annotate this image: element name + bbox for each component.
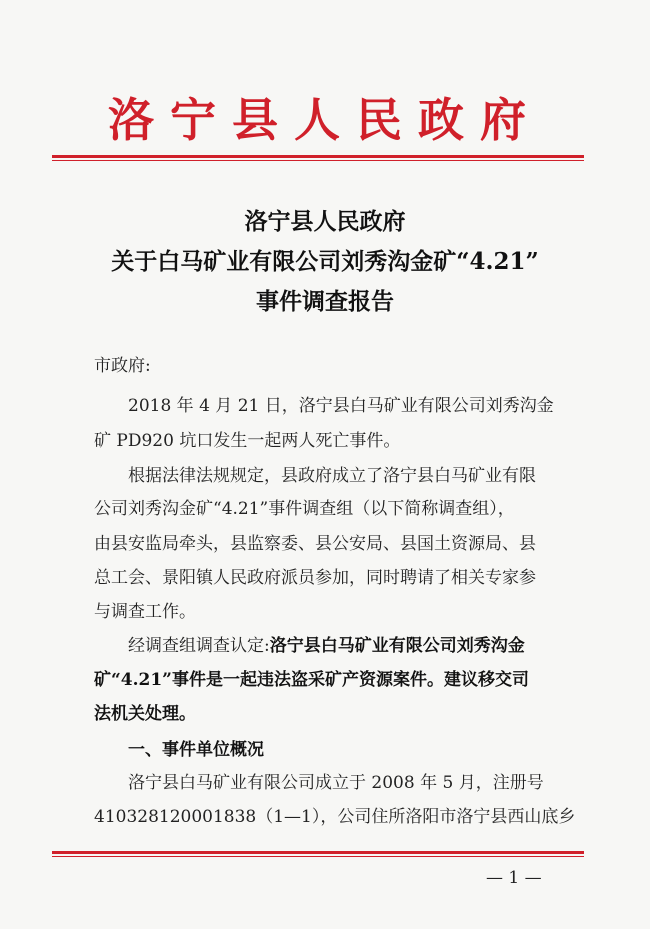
- footer-red-rule-thin: [52, 856, 584, 857]
- doc-title-line-1: 洛宁县人民政府: [244, 208, 406, 235]
- para2-line-2: 公司刘秀沟金矿“4.21”事件调查组（以下简称调查组），: [94, 499, 515, 519]
- page-number: — 1 —: [486, 868, 542, 888]
- para3-line-1: [128, 631, 598, 656]
- para4-line-1: 洛宁县白马矿业有限公司成立于 2008 年 5 月，注册号: [128, 773, 544, 793]
- header-red-rule: [52, 155, 584, 158]
- para4-line-2: 410328120001838（1—1），公司住所洛阳市洛宁县西山底乡: [94, 807, 576, 827]
- para2-line-1: 根据法律法规规定，县政府成立了洛宁县白马矿业有限: [128, 466, 536, 486]
- para3-lead: 经调查组调查认定:: [128, 636, 270, 656]
- para3-line-3: 法机关处理。: [94, 704, 196, 724]
- section-1-heading: 一、事件单位概况: [128, 740, 264, 760]
- para2-line-5: 与调查工作。: [94, 602, 196, 622]
- footer-red-rule: [52, 851, 584, 854]
- para2-line-3: 由县安监局牵头，县监察委、县公安局、县国土资源局、县: [94, 534, 536, 554]
- para1-line-2: 矿 PD920 坑口发生一起两人死亡事件。: [94, 431, 401, 451]
- salutation: 市政府:: [94, 356, 151, 376]
- org-header-title: 洛宁县人民政府: [108, 93, 542, 147]
- para1-line-1: 2018 年 4 月 21 日，洛宁县白马矿业有限公司刘秀沟金: [128, 396, 554, 416]
- para2-line-4: 总工会、景阳镇人民政府派员参加，同时聘请了相关专家参: [94, 568, 536, 588]
- doc-title-line-3: 事件调查报告: [256, 288, 394, 315]
- doc-title-line-2: 关于白马矿业有限公司刘秀沟金矿“4.21”: [111, 248, 539, 275]
- para3-line-2: 矿“4.21”事件是一起违法盗采矿产资源案件。建议移交司: [94, 670, 529, 690]
- para3-bold-first: 洛宁县白马矿业有限公司刘秀沟金: [269, 636, 525, 656]
- header-red-rule-thin: [52, 160, 584, 161]
